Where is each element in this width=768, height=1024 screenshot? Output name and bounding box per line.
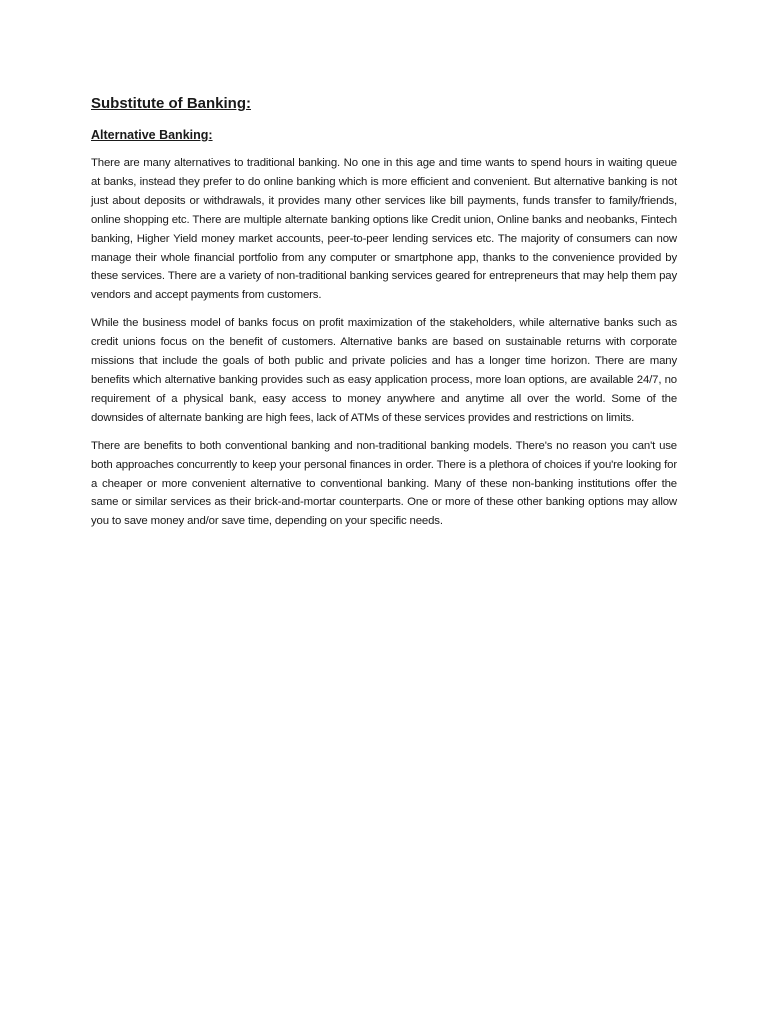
paragraph-3: There are benefits to both conventional banking and non-traditional banking models. There's no reason you can't use both approaches concurrently to keep your personal finances in order. There is a plethora of choices if you're looking for a cheaper or more convenient alternative to conventional banking. Many of these non-banking institutions offer the same or similar services as their brick-and-mortar counterparts. One or more of these other banking options may allow you to save money and/or save time, depending on your specific needs. (91, 439, 677, 528)
section-heading: Alternative Banking: (91, 128, 213, 142)
document-body (91, 94, 677, 540)
paragraph-1: There are many alternatives to traditional banking. No one in this age and time wants to spend hours in waiting queue at banks, instead they prefer to do online banking which is more efficient and convenient. But alternative banking is not just about deposits or withdrawals, it provides many other services like bill payments, funds transfer to family/friends, online shopping etc. There are multiple alternate banking options like Credit union, Online banks and neobanks, Fintech banking, Higher Yield money market accounts, peer-to-peer lending services etc. The majority of consumers can now manage their whole financial portfolio from any computer or smartphone app, thanks to the convenience provided by these services. There are a variety of non-traditional banking services geared for entrepreneurs that may help them pay vendors and accept payments from customers. (91, 157, 677, 302)
paragraph-2: While the business model of banks focus on profit maximization of the stakeholders, while alternative banks such as credit unions focus on the benefit of customers. Alternative banks are based on sustainable returns with corporate missions that include the goals of both public and private policies and has a longer time horizon. There are many benefits which alternative banking provides such as easy application process, more loan options, are available 24/7, no requirement of a physical bank, easy access to money anywhere and anytime all over the world. Some of the downsides of alternate banking are high fees, lack of ATMs of these services provides and restrictions on limits. (91, 317, 677, 424)
document-title: Substitute of Banking: (91, 95, 251, 112)
